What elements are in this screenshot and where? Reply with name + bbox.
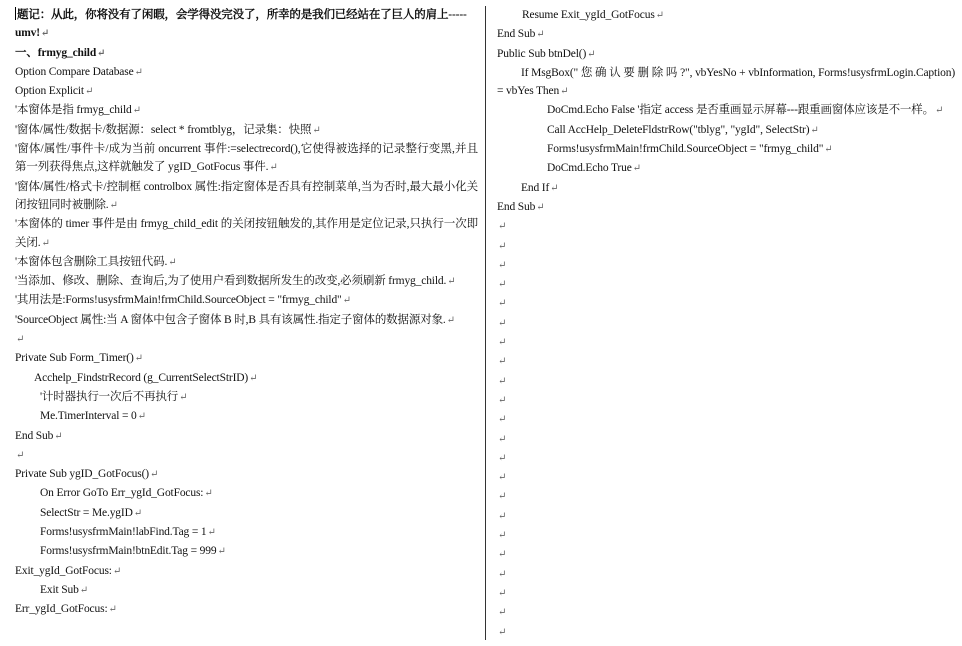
code-line[interactable]: End Sub↵ bbox=[15, 429, 63, 442]
comment-line[interactable]: '窗体/属性/事件卡/成为当前 oncurrent 事件:=selectrecord(),它使得被选择的记录整行变黑,并且第一列获得焦点,这样就触发了 ygID_GotFocus 事件.↵ bbox=[15, 143, 478, 174]
comment-line[interactable]: '其用法是:Forms!usysfrmMain!frmChild.SourceObject = "frmyg_child"↵ bbox=[15, 294, 351, 307]
comment-line[interactable]: '窗体/属性/格式卡/控制框 controlbox 属性:指定窗体是否具有控制菜单,当为否时,最大最小化关闭按钮同时被删除.↵ bbox=[15, 180, 478, 211]
code-line[interactable]: Forms!usysfrmMain!btnEdit.Tag = 999↵ bbox=[40, 545, 226, 558]
comment-line[interactable]: '本窗体包含删除工具按钮代码.↵ bbox=[15, 255, 177, 268]
code-line[interactable]: Forms!usysfrmMain!labFind.Tag = 1↵ bbox=[40, 526, 216, 539]
code-line[interactable]: End Sub↵ bbox=[497, 200, 545, 213]
empty-line[interactable]: ↵ bbox=[498, 568, 507, 580]
empty-line[interactable]: ↵ bbox=[498, 394, 507, 406]
code-line[interactable]: Acchelp_FindstrRecord (g_CurrentSelectStrID)↵ bbox=[34, 371, 258, 384]
comment-line[interactable]: '计时器执行一次后不再执行↵ bbox=[40, 390, 188, 403]
empty-line[interactable]: ↵ bbox=[498, 240, 507, 252]
empty-line[interactable]: ↵ bbox=[498, 530, 507, 542]
epigraph[interactable]: 题记：从此，你将没有了闲暇，会学得没完没了，所幸的是我们已经站在了巨人的肩上-----umv!↵ bbox=[15, 9, 467, 40]
comment-line[interactable]: '本窗体的 timer 事件是由 frmyg_child_edit 的关闭按钮触发的,其作用是定位记录,只执行一次即关闭.↵ bbox=[15, 218, 478, 249]
comment-line[interactable]: '本窗体是指 frmyg_child↵ bbox=[15, 104, 141, 117]
empty-line[interactable]: ↵ bbox=[16, 334, 25, 346]
code-line[interactable]: Private Sub Form_Timer()↵ bbox=[15, 352, 143, 365]
code-line[interactable]: Call AccHelp_DeleteFldstrRow("tblyg", "ygId", SelectStr)↵ bbox=[547, 123, 819, 136]
comment-line[interactable]: '窗体/属性/数据卡/数据源：select * fromtblyg，记录集：快照↵ bbox=[15, 123, 321, 136]
code-line[interactable]: End If↵ bbox=[521, 181, 559, 194]
code-line[interactable]: Option Compare Database↵ bbox=[15, 65, 143, 78]
empty-line[interactable]: ↵ bbox=[498, 433, 507, 445]
empty-line[interactable]: ↵ bbox=[498, 510, 507, 522]
empty-line[interactable]: ↵ bbox=[498, 375, 507, 387]
comment-line[interactable]: '当添加、修改、删除、查询后,为了使用户看到数据所发生的改变,必须刷新 frmyg_child.↵ bbox=[15, 275, 456, 288]
code-line[interactable]: Exit_ygId_GotFocus:↵ bbox=[15, 564, 122, 577]
code-line[interactable]: SelectStr = Me.ygID↵ bbox=[40, 506, 142, 519]
empty-line[interactable]: ↵ bbox=[498, 356, 507, 368]
empty-line[interactable]: ↵ bbox=[498, 607, 507, 619]
left-column bbox=[15, 6, 478, 620]
code-line[interactable]: Err_ygId_GotFocus:↵ bbox=[15, 603, 117, 616]
code-line[interactable]: Resume Exit_ygId_GotFocus↵ bbox=[522, 9, 664, 21]
code-line[interactable]: Forms!usysfrmMain!frmChild.SourceObject = "frmyg_child"↵ bbox=[547, 143, 833, 156]
empty-line[interactable]: ↵ bbox=[498, 549, 507, 561]
code-line[interactable]: Exit Sub↵ bbox=[40, 583, 88, 596]
code-line[interactable]: DoCmd.Echo False '指定 access 是否重画显示屏幕---跟重画窗体应该是不一样。↵ bbox=[547, 104, 944, 117]
empty-line[interactable]: ↵ bbox=[498, 414, 507, 426]
empty-line[interactable]: ↵ bbox=[498, 337, 507, 349]
comment-line[interactable]: 'SourceObject 属性:当 A 窗体中包含子窗体 B 时,B 具有该属性.指定子窗体的数据源对象.↵ bbox=[15, 313, 455, 326]
empty-line[interactable]: ↵ bbox=[498, 491, 507, 503]
code-line[interactable]: If MsgBox(" 您 确 认 要 删 除 吗 ?", vbYesNo + vbInformation, Forms!usysfrmLogin.Caption) = vbYes Then↵ bbox=[497, 66, 955, 98]
right-column bbox=[497, 6, 955, 642]
text-cursor bbox=[15, 7, 16, 20]
code-line[interactable]: Option Explicit↵ bbox=[15, 85, 94, 98]
code-line[interactable]: Public Sub btnDel()↵ bbox=[497, 47, 596, 60]
code-line[interactable]: On Error GoTo Err_ygId_GotFocus:↵ bbox=[40, 487, 213, 500]
empty-line[interactable]: ↵ bbox=[498, 279, 507, 291]
column-divider bbox=[485, 6, 486, 640]
empty-line[interactable]: ↵ bbox=[16, 449, 25, 461]
code-line[interactable]: End Sub↵ bbox=[497, 28, 545, 41]
code-line[interactable]: Me.TimerInterval = 0↵ bbox=[40, 410, 146, 423]
empty-line[interactable]: ↵ bbox=[498, 317, 507, 329]
empty-line[interactable]: ↵ bbox=[498, 472, 507, 484]
code-line[interactable]: Private Sub ygID_GotFocus()↵ bbox=[15, 468, 159, 481]
empty-line[interactable]: ↵ bbox=[498, 298, 507, 310]
empty-line[interactable]: ↵ bbox=[498, 259, 507, 271]
empty-line[interactable]: ↵ bbox=[498, 452, 507, 464]
empty-line[interactable]: ↵ bbox=[498, 626, 507, 638]
section-heading[interactable]: 一、frmyg_child↵ bbox=[15, 46, 106, 59]
empty-line[interactable]: ↵ bbox=[498, 587, 507, 599]
code-line[interactable]: DoCmd.Echo True↵ bbox=[547, 162, 641, 175]
empty-line[interactable]: ↵ bbox=[498, 221, 507, 233]
